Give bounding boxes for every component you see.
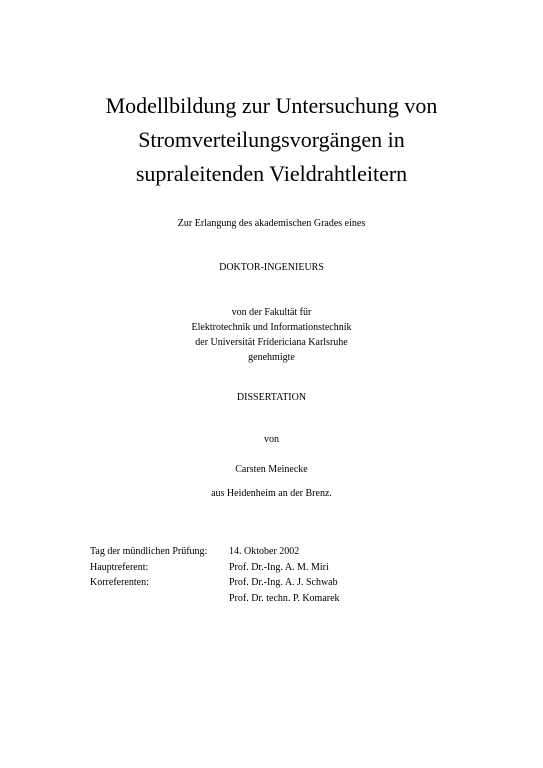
detail-row [90, 560, 490, 576]
faculty-line: von der Fakultät für [231, 307, 312, 318]
detail-row [90, 591, 490, 607]
title-line: supraleitenden Vieldrahtleitern [135, 161, 408, 186]
degree-text: DOKTOR-INGENIEURS [219, 262, 324, 273]
detail-value: Prof. Dr.-Ing. A. M. Miri [229, 561, 329, 573]
examination-details [90, 544, 490, 606]
title-line: Modellbildung zur Untersuchung von [105, 93, 438, 118]
faculty-line: der Universität Fridericiana Karlsruhe [195, 337, 348, 348]
faculty-line: genehmigte [248, 352, 295, 363]
detail-label: Korreferenten: [90, 577, 149, 588]
detail-label: Tag der mündlichen Prüfung: [90, 546, 208, 557]
detail-value: Prof. Dr.-Ing. A. J. Schwab [229, 577, 338, 588]
author-origin: aus Heidenheim an der Brenz. [211, 488, 332, 499]
author-name: Carsten Meinecke [235, 464, 308, 475]
title-line: Stromverteilungsvorgängen in [138, 127, 405, 152]
document-type: DISSERTATION [236, 392, 307, 403]
dissertation-title [0, 89, 543, 191]
detail-value: Prof. Dr. techn. P. Komarek [229, 592, 340, 604]
detail-row [90, 544, 490, 560]
purpose-text: Zur Erlangung des akademischen Grades eines [177, 218, 366, 229]
faculty-block [0, 305, 543, 365]
detail-value: 14. Oktober 2002 [229, 546, 300, 557]
detail-label: Hauptreferent: [90, 561, 149, 573]
detail-row [90, 575, 490, 591]
by-text: von [264, 434, 279, 445]
faculty-line: Elektrotechnik und Informationstechnik [191, 322, 352, 333]
